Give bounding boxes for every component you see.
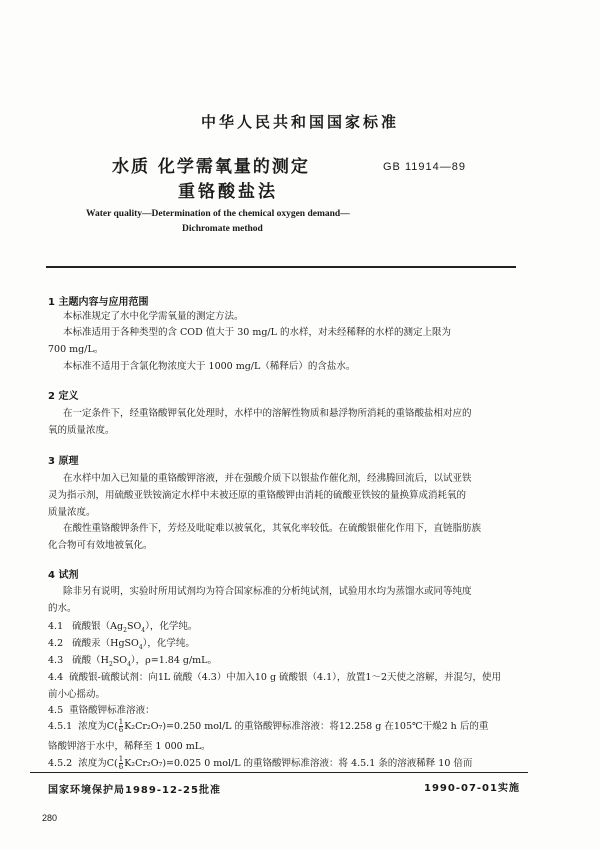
item-4-2 (48, 637, 195, 654)
fraction (119, 756, 123, 771)
item-4-1 (48, 620, 197, 637)
title-line-1: 水质 化学需氧量的测定 (112, 157, 310, 177)
item-text: 浓度为C( (78, 758, 118, 769)
item-4-5 (48, 704, 155, 717)
subscript: 2 (108, 660, 113, 668)
subscript: 4 (138, 643, 143, 651)
s1-paragraph-1: 本标准规定了水中化学需氧量的测定方法。 (63, 311, 244, 322)
item-text: )=0.025 0 mol/L 的重铬酸钾标准溶液：将 4.5.1 条的溶液稀释 10 倍而 (162, 758, 473, 769)
item-text: ），化学纯。 (142, 638, 195, 649)
top-divider (46, 266, 516, 268)
item-number: 4.2 (48, 638, 64, 649)
standard-number: GB 11914—89 (383, 161, 466, 173)
fraction-numerator: 1 (118, 718, 124, 726)
section-3-heading: 3 原理 (48, 456, 79, 467)
item-4-4 (48, 671, 501, 684)
item-text: 硫酸（H (72, 655, 109, 666)
section-2-heading: 2 定义 (48, 391, 79, 402)
s3-paragraph-1a: 在水样中加入已知量的重铬酸钾溶液，并在强酸介质下以银盐作催化剂，经沸腾回流后，以试亚铁 (63, 473, 472, 484)
national-standard-header: 中华人民共和国国家标准 (200, 113, 399, 131)
item-4-5-2 (48, 756, 472, 771)
item-4-3 (48, 654, 217, 671)
formula: K₂Cr₂O₇ (124, 758, 163, 769)
item-4-5-1-cont: 铬酸钾溶于水中，稀释至 1 000 mL。 (48, 741, 211, 752)
section-1-heading: 1 主题内容与应用范围 (48, 297, 149, 308)
fraction-denominator: 6 (118, 763, 124, 771)
item-text: 浓度为C( (78, 721, 118, 732)
s4-paragraph-1b: 的水。 (48, 603, 77, 614)
s1-paragraph-2a: 本标准适用于各种类型的含 COD 值大于 30 mg/L 的水样，对未经稀释的水样的测定上限为 (63, 327, 451, 338)
item-text: SO (126, 621, 142, 632)
fraction-numerator: 1 (118, 755, 124, 763)
item-text: )=0.250 mol/L 的重铬酸钾标准溶液：将12.258 g 在105℃干燥2 h 后的重 (162, 721, 489, 732)
item-4-5-1 (48, 719, 488, 734)
approval-date: 国家环境保护局1989-12-25批准 (48, 785, 221, 796)
item-number: 4.5.2 (48, 758, 73, 769)
item-text: 硫酸汞（HgSO (72, 638, 139, 649)
item-text: ），ρ=1.84 g/mL。 (130, 655, 217, 666)
item-text: 重铬酸钾标准溶液： (69, 705, 155, 716)
s2-paragraph-1a: 在一定条件下，经重铬酸钾氧化处理时，水样中的溶解性物质和悬浮物所消耗的重铬酸盐相对应的 (63, 408, 472, 419)
fraction-denominator: 6 (118, 726, 124, 734)
formula: K₂Cr₂O₇ (124, 721, 163, 732)
implementation-date: 1990-07-01实施 (424, 783, 520, 794)
item-number: 4.1 (48, 621, 64, 632)
item-number: 4.4 (48, 672, 64, 683)
item-number: 4.5 (48, 705, 64, 716)
item-number: 4.3 (48, 655, 64, 666)
item-text: ），化学纯。 (145, 621, 198, 632)
subscript: 4 (141, 626, 146, 634)
item-number: 4.5.1 (48, 721, 73, 732)
s3-paragraph-1c: 质量浓度。 (48, 507, 96, 518)
s4-paragraph-1a: 除非另有说明，实验时所用试剂均为符合国家标准的分析纯试剂，试验用水均为蒸馏水或同等纯度 (63, 586, 472, 597)
s3-paragraph-1b: 灵为指示剂，用硫酸亚铁铵滴定水样中未被还原的重铬酸钾由消耗的硫酸亚铁铵的量换算成消耗氧的 (48, 490, 467, 501)
english-title-line-1: Water quality—Determination of the chemical oxygen demand— (86, 209, 350, 219)
s1-paragraph-3: 本标准不适用于含氯化物浓度大于 1000 mg/L（稀释后）的含盐水。 (63, 361, 356, 372)
page-number: 280 (42, 813, 58, 823)
s3-paragraph-2b: 化合物可有效地被氧化。 (48, 540, 153, 551)
s2-paragraph-1b: 氧的质量浓度。 (48, 425, 115, 436)
item-4-4-cont: 前小心摇动。 (48, 689, 106, 700)
section-4-heading: 4 试剂 (48, 570, 79, 581)
fraction (119, 719, 123, 734)
footer-divider (30, 772, 528, 773)
item-text: 硫酸银（Ag (72, 621, 124, 632)
english-title-line-2: Dichromate method (182, 224, 263, 234)
s1-paragraph-2b: 700 mg/L。 (48, 344, 104, 355)
item-text: 硫酸银-硫酸试剂：向1L 硫酸（4.3）中加入10 g 硫酸银（4.1），放置1～2天使之溶解，并混匀，使用 (69, 672, 502, 683)
subscript: 4 (127, 660, 131, 668)
s3-paragraph-2a: 在酸性重铬酸钾条件下，芳烃及吡啶难以被氧化，其氧化率较低。在硫酸银催化作用下，直链脂肪族 (63, 523, 482, 534)
title-line-2: 重铬酸盐法 (178, 182, 278, 202)
subscript: 2 (123, 626, 127, 634)
item-text: SO (112, 655, 128, 666)
